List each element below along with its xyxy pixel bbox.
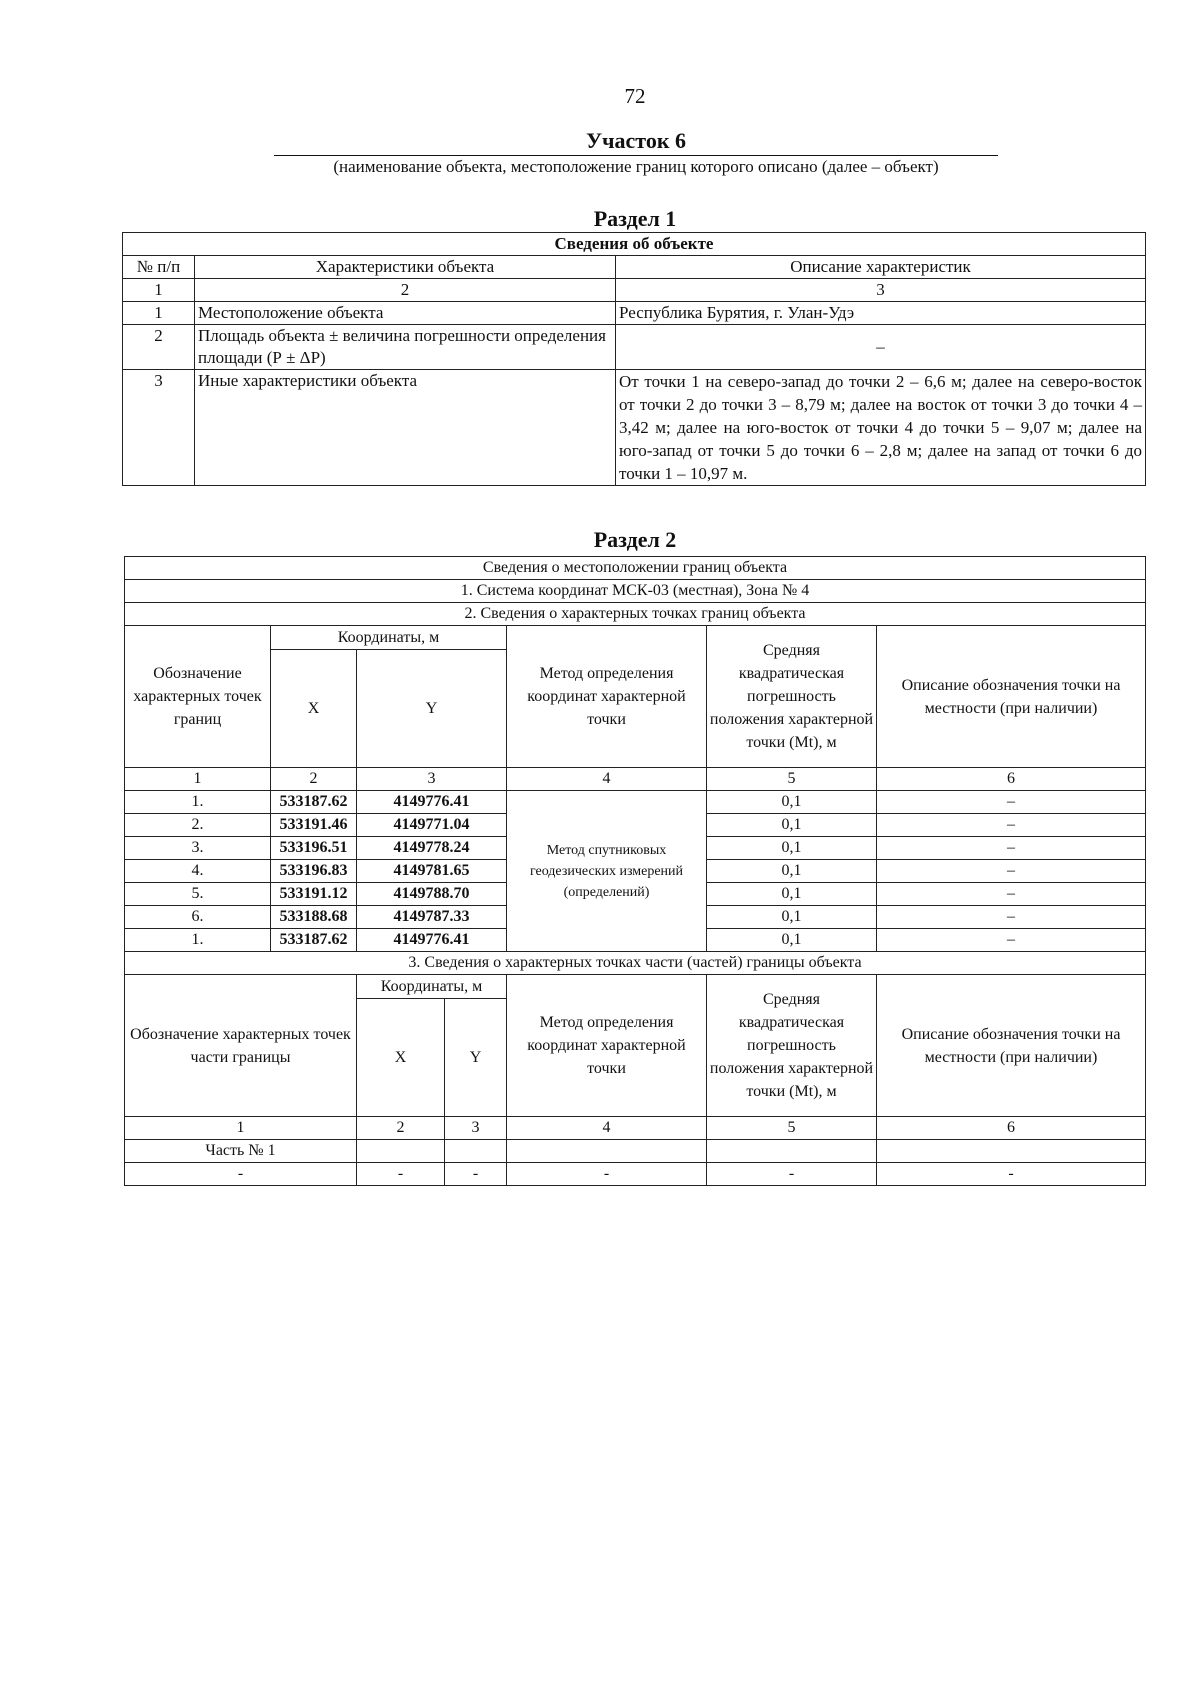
- column-header: № п/п: [123, 256, 195, 279]
- part-label-row: [125, 1140, 1146, 1163]
- point-designation-header: Обозначение характерных точек границ: [125, 626, 271, 768]
- point-y: 4149776.41: [357, 791, 507, 814]
- point-x: 533196.51: [271, 837, 357, 860]
- point-description: –: [877, 791, 1146, 814]
- x-header: X: [271, 650, 357, 768]
- column-number: 6: [877, 1117, 1146, 1140]
- object-title: Участок 6: [274, 128, 998, 156]
- object-caption: (наименование объекта, местоположение границ которого описано (далее – объект): [333, 157, 939, 176]
- parts-section-title: 3. Сведения о характерных точках части (частей) границы объекта: [125, 952, 1146, 975]
- point-id: 3.: [125, 837, 271, 860]
- column-number: 1: [125, 1117, 357, 1140]
- point-y: 4149788.70: [357, 883, 507, 906]
- column-number: 2: [271, 768, 357, 791]
- method-value: Метод спутниковых геодезических измерений (определений): [507, 791, 707, 952]
- coordinate-system: 1. Система координат МСК-03 (местная), Зона № 4: [125, 580, 1146, 603]
- point-y: 4149787.33: [357, 906, 507, 929]
- x-header: X: [357, 999, 445, 1117]
- row-number: 1: [123, 302, 195, 325]
- boundary-table: [124, 556, 1146, 1186]
- part-point-id: -: [125, 1163, 357, 1186]
- table-row: [123, 325, 1146, 370]
- characteristic-value: –: [616, 325, 1146, 370]
- table-row: [123, 302, 1146, 325]
- column-number: 2: [195, 279, 616, 302]
- column-number: 4: [507, 1117, 707, 1140]
- points-section-title: 2. Сведения о характерных точках границ объекта: [125, 603, 1146, 626]
- point-x: 533187.62: [271, 929, 357, 952]
- row-number: 2: [123, 325, 195, 370]
- point-description: –: [877, 837, 1146, 860]
- part-x: -: [357, 1163, 445, 1186]
- y-header: Y: [445, 999, 507, 1117]
- table-title: Сведения об объекте: [123, 233, 1146, 256]
- column-number: 1: [125, 768, 271, 791]
- part-point-designation-header: Обозначение характерных точек части границы: [125, 975, 357, 1117]
- column-number: 1: [123, 279, 195, 302]
- point-description: –: [877, 929, 1146, 952]
- section-2-title: Раздел 2: [593, 527, 677, 552]
- column-number: 4: [507, 768, 707, 791]
- column-header: Характеристики объекта: [195, 256, 616, 279]
- characteristic-name: Местоположение объекта: [195, 302, 616, 325]
- method-header: Метод определения координат характерной точки: [507, 626, 707, 768]
- part-row: [125, 1163, 1146, 1186]
- point-y: 4149781.65: [357, 860, 507, 883]
- column-number: 3: [357, 768, 507, 791]
- column-number: 5: [707, 1117, 877, 1140]
- column-number: 3: [616, 279, 1146, 302]
- part-method: -: [507, 1163, 707, 1186]
- table-row: [123, 370, 1146, 486]
- point-id: 5.: [125, 883, 271, 906]
- point-y: 4149778.24: [357, 837, 507, 860]
- part-description: -: [877, 1163, 1146, 1186]
- part-y: -: [445, 1163, 507, 1186]
- error-header: Средняя квадратическая погрешность положения характерной точки (Mt), м: [707, 626, 877, 768]
- characteristic-value: Республика Бурятия, г. Улан-Удэ: [616, 302, 1146, 325]
- object-info-table: [122, 232, 1146, 486]
- point-id: 1.: [125, 791, 271, 814]
- point-error: 0,1: [707, 883, 877, 906]
- characteristic-name: Площадь объекта ± величина погрешности определения площади (Р ± ΔР): [195, 325, 616, 370]
- column-number: 2: [357, 1117, 445, 1140]
- point-error: 0,1: [707, 906, 877, 929]
- part-label: Часть № 1: [125, 1140, 357, 1163]
- section-1-title: Раздел 1: [593, 206, 677, 231]
- characteristic-value: От точки 1 на северо-запад до точки 2 – 6,6 м; далее на северо-восток от точки 2 до точки 3 – 8,79 м; далее на восток от точки 3 до точки 4 – 3,42 м; далее на юго-восток от точки 4 до точки 5 – 9,07 м; далее на юго-запад от точки 5 до точки 6 – 2,8 м; далее на запад от точки 6 до точки 1 – 10,97 м.: [616, 370, 1146, 486]
- point-error: 0,1: [707, 837, 877, 860]
- point-row: [125, 791, 1146, 814]
- part-error: -: [707, 1163, 877, 1186]
- point-x: 533191.46: [271, 814, 357, 837]
- point-id: 6.: [125, 906, 271, 929]
- characteristic-name: Иные характеристики объекта: [195, 370, 616, 486]
- point-error: 0,1: [707, 814, 877, 837]
- point-description: –: [877, 906, 1146, 929]
- column-number: 3: [445, 1117, 507, 1140]
- column-number: 6: [877, 768, 1146, 791]
- column-number: 5: [707, 768, 877, 791]
- point-y: 4149771.04: [357, 814, 507, 837]
- y-header: Y: [357, 650, 507, 768]
- point-description: –: [877, 860, 1146, 883]
- column-header: Описание характеристик: [616, 256, 1146, 279]
- row-number: 3: [123, 370, 195, 486]
- description-header: Описание обозначения точки на местности (при наличии): [877, 975, 1146, 1117]
- point-id: 4.: [125, 860, 271, 883]
- point-x: 533191.12: [271, 883, 357, 906]
- page-number: 72: [624, 84, 646, 108]
- point-error: 0,1: [707, 929, 877, 952]
- point-x: 533196.83: [271, 860, 357, 883]
- point-description: –: [877, 814, 1146, 837]
- coordinates-header: Координаты, м: [271, 626, 507, 650]
- point-x: 533187.62: [271, 791, 357, 814]
- point-id: 1.: [125, 929, 271, 952]
- description-header: Описание обозначения точки на местности (при наличии): [877, 626, 1146, 768]
- point-y: 4149776.41: [357, 929, 507, 952]
- point-id: 2.: [125, 814, 271, 837]
- method-header: Метод определения координат характерной точки: [507, 975, 707, 1117]
- point-error: 0,1: [707, 860, 877, 883]
- point-error: 0,1: [707, 791, 877, 814]
- point-x: 533188.68: [271, 906, 357, 929]
- error-header: Средняя квадратическая погрешность положения характерной точки (Mt), м: [707, 975, 877, 1117]
- point-description: –: [877, 883, 1146, 906]
- coordinates-header: Координаты, м: [357, 975, 507, 999]
- table-title: Сведения о местоположении границ объекта: [125, 557, 1146, 580]
